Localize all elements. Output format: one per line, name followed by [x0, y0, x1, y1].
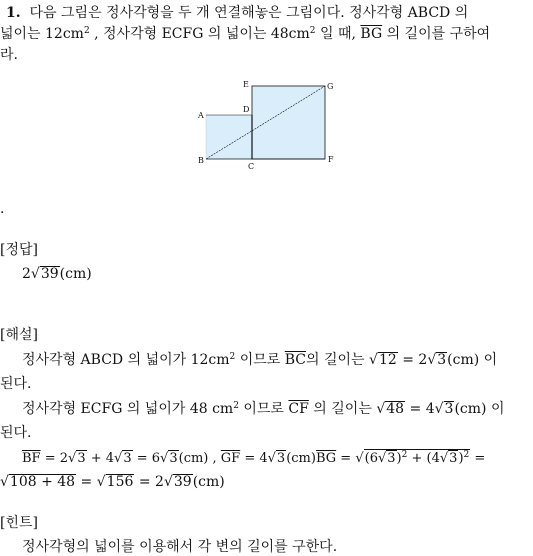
- text: = 2: [40, 451, 69, 466]
- radicand: 48: [386, 401, 405, 417]
- text: + 4: [86, 451, 115, 466]
- superscript: 2: [309, 26, 316, 36]
- text: 이므로: [238, 401, 289, 417]
- text: (cm): [286, 451, 316, 466]
- square-ecfg: [252, 86, 325, 159]
- text: 정사각형 ABCD 의 넓이가 12cm: [22, 352, 230, 368]
- segment-gf: $\overline{GF}$: [220, 451, 241, 466]
- radicand: 3: [276, 451, 286, 466]
- label-e: E: [243, 80, 249, 89]
- radicand: 3: [123, 451, 132, 466]
- superscript: 2: [463, 450, 470, 460]
- superscript: 2: [83, 26, 90, 36]
- text: =: [76, 474, 97, 490]
- radicand: 108 + 48: [9, 474, 76, 490]
- label-a: A: [198, 111, 204, 120]
- radicand: 156: [106, 474, 134, 490]
- text: = 4: [405, 401, 435, 417]
- answer-coef: 2: [22, 266, 31, 282]
- text: =: [470, 451, 486, 466]
- label-b: B: [198, 156, 204, 165]
- text: 의 길이는: [308, 401, 377, 417]
- problem-text-1: 다음 그림은 정사각형을 두 개 연결해놓은 그림이다. 정사각형 ABCD 의: [29, 5, 469, 21]
- segment-bf: $\overline{BF}$: [22, 451, 41, 466]
- explanation-line-3: 정사각형 ECFG 의 넓이가 48 $cm^2$ 이므로 $\overline{CF}$ 의 길이는 √48 = 4√3(cm) 이: [22, 401, 505, 417]
- text: ): [396, 451, 402, 466]
- explanation-line-1: 정사각형 ABCD 의 넓이가 $12cm^2$ 이므로 $\overline{BC}$의 길이는 √12 = 2√3(cm) 이: [22, 352, 498, 368]
- radicand: 12: [378, 352, 397, 368]
- answer-unit: (cm): [59, 266, 92, 282]
- hint-text: 정사각형의 넓이를 이용해서 각 변의 길이를 구한다.: [22, 539, 338, 555]
- radicand: 39: [173, 474, 192, 490]
- radicand: 3: [437, 352, 447, 368]
- radicand: 3: [449, 451, 458, 466]
- radical-sum: $(6√3)^2 + (4√3)^2$: [364, 450, 470, 466]
- text: 의 길이는: [306, 352, 370, 368]
- explanation-line-6: √108 + 48 = √156 = 2√39(cm): [0, 474, 225, 490]
- superscript: 2: [233, 401, 239, 411]
- explanation-header: [해설]: [0, 327, 38, 343]
- problem-text-2c: 일 때,: [315, 26, 361, 42]
- answer-header: [정답]: [0, 242, 38, 258]
- square-abcd: [206, 115, 252, 159]
- text: 정사각형 ECFG 의 넓이가 48 cm: [22, 401, 234, 417]
- superscript: 2: [229, 352, 236, 362]
- label-d: D: [243, 105, 250, 114]
- text: (cm) 이: [454, 401, 505, 417]
- radicand: 3: [444, 401, 454, 417]
- problem-line-3: 라.: [0, 47, 18, 63]
- segment-cf: $\overline{CF}$: [288, 401, 309, 417]
- text: (6: [364, 451, 378, 466]
- text: ): [458, 451, 464, 466]
- explanation-line-5: $\overline{BF} = 2√3 + 4√3 = 6√3(cm)$ , $\overline{GF} = 4√3(cm)\overline{BG} = √(6√3)^2 + (4√3)^2$ =: [22, 450, 486, 466]
- text: = 6: [132, 451, 161, 466]
- radicand: 3: [387, 451, 396, 466]
- text: + (4: [407, 451, 440, 466]
- radicand: 3: [169, 451, 178, 466]
- problem-line-1: [6, 4, 468, 22]
- text: = 2: [134, 474, 164, 490]
- superscript: 2: [401, 450, 408, 460]
- problem-text-2a: 넓이는 12cm: [0, 26, 84, 42]
- text: = 4: [240, 451, 268, 466]
- text: 이므로: [235, 352, 285, 368]
- problem-text-2b: , 정사각형 ECFG 의 넓이는 48cm: [89, 26, 310, 42]
- text: = 2: [397, 352, 428, 368]
- explanation-line-2: 된다.: [0, 376, 32, 392]
- label-f: F: [328, 155, 334, 164]
- explanation-line-4: 된다.: [0, 425, 32, 441]
- text: (cm) 이: [447, 352, 498, 368]
- problem-text-2e: 의 길이를 구하여: [382, 26, 491, 42]
- label-g: G: [327, 82, 334, 91]
- answer-radicand: 39: [40, 266, 59, 282]
- text: (cm): [192, 474, 225, 490]
- problem-line-2: [0, 25, 490, 43]
- segment-bc: $\overline{BC}$: [284, 352, 307, 368]
- problem-number: 1.: [6, 5, 21, 21]
- segment-bg: $\overline{BG}$: [360, 26, 383, 42]
- text: =: [336, 451, 356, 466]
- label-c: C: [248, 162, 255, 170]
- answer-value: 2√39(cm): [22, 266, 92, 282]
- text: (cm) ,: [178, 451, 221, 466]
- segment-bg: $\overline{BG}$: [315, 451, 337, 466]
- stray-period: .: [0, 201, 5, 217]
- two-squares-figure: [190, 78, 340, 170]
- hint-header: [힌트]: [0, 515, 38, 531]
- radicand: 3: [77, 451, 86, 466]
